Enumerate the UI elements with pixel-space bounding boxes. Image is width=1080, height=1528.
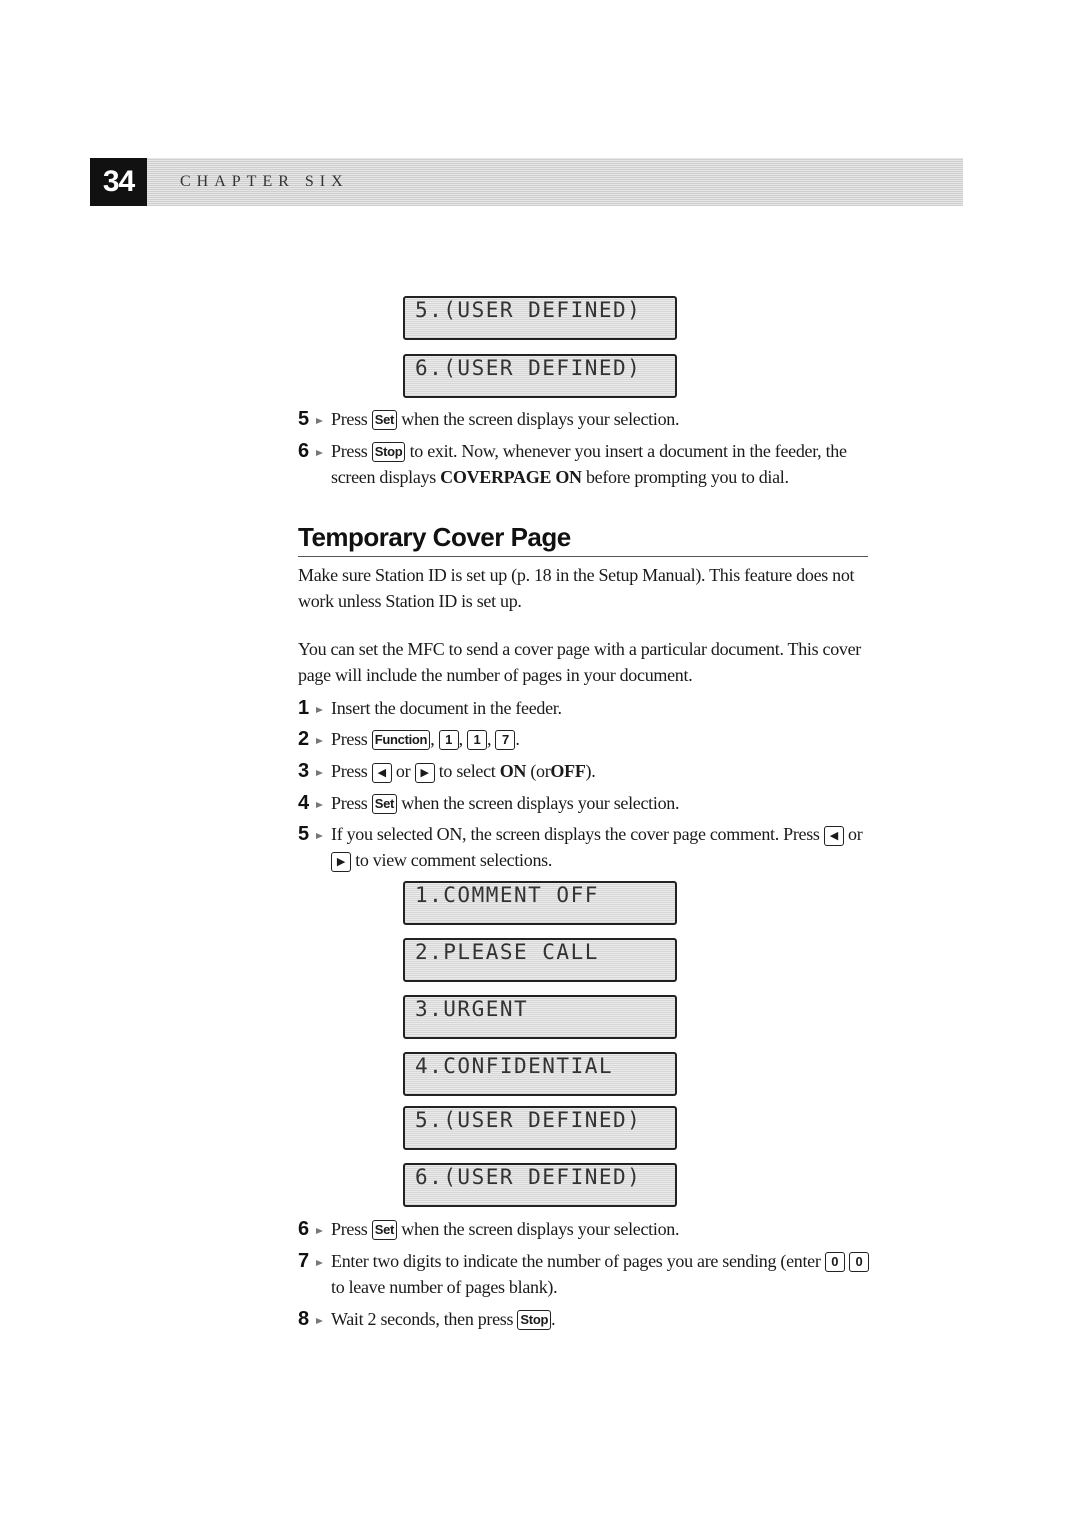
on-text: ON (499, 761, 527, 781)
section-divider (298, 556, 868, 557)
step-number: 4 (298, 790, 326, 816)
step-text: Press (331, 409, 368, 429)
step-text: Press (331, 793, 368, 813)
function-key: Function (372, 730, 430, 750)
digit-key: 1 (467, 730, 487, 750)
step-number: 6 (298, 438, 326, 464)
step-number: 1 (298, 695, 326, 721)
set-key: Set (372, 1220, 397, 1240)
step-number: 8 (298, 1306, 326, 1332)
step-text: Press (331, 761, 368, 781)
separator: . (551, 1309, 556, 1329)
step-text: to exit. Now, whenever you insert a document in the feeder, the screen displays (331, 441, 847, 487)
lcd-text: 5.(USER DEFINED) (415, 298, 642, 322)
step-text: to view comment selections. (355, 850, 553, 870)
section-title: Temporary Cover Page (298, 522, 571, 552)
step-number: 5 (298, 406, 326, 432)
stop-key: Stop (517, 1310, 551, 1330)
step-number: 5 (298, 821, 326, 847)
left-arrow-key-icon: ◀ (372, 763, 392, 783)
off-text: OFF (550, 761, 586, 781)
lcd-display (403, 1106, 677, 1150)
separator: , (430, 729, 435, 749)
chapter-label: CHAPTER SIX (180, 173, 349, 190)
step-number: 2 (298, 726, 326, 752)
step-text: ). (585, 761, 596, 781)
digit-key: 0 (825, 1252, 845, 1272)
step-text: Wait 2 seconds, then press (331, 1309, 514, 1329)
digit-key: 1 (439, 730, 459, 750)
digit-key: 7 (495, 730, 515, 750)
lcd-display (403, 995, 677, 1039)
step-text: Press (331, 1219, 368, 1239)
step-text: when the screen displays your selection. (401, 793, 680, 813)
step-text: Press (331, 441, 368, 461)
intro-paragraph-2: You can set the MFC to send a cover page with a particular document. This cover page will include the number of pages in your document. (298, 639, 861, 685)
lcd-display (403, 1052, 677, 1096)
step-text: Enter two digits to indicate the number of pages you are sending (enter (331, 1251, 821, 1271)
lcd-text: 1.COMMENT OFF (415, 883, 599, 907)
lcd-text: 4.CONFIDENTIAL (415, 1054, 614, 1078)
lcd-display (403, 1163, 677, 1207)
lcd-display (403, 354, 677, 398)
page-number: 34 (90, 158, 147, 206)
step-text: Insert the document in the feeder. (331, 698, 562, 718)
stop-key: Stop (372, 442, 406, 462)
intro-paragraph-1: Make sure Station ID is set up (p. 18 in the Setup Manual). This feature does not work unless Station ID is set up. (298, 565, 855, 611)
lcd-text: 5.(USER DEFINED) (415, 1108, 642, 1132)
step-text: Press (331, 729, 368, 749)
right-arrow-key-icon: ▶ (415, 763, 435, 783)
separator: . (515, 729, 520, 749)
lcd-text: 2.PLEASE CALL (415, 940, 599, 964)
step-text: (or (530, 761, 551, 781)
lcd-display (403, 938, 677, 982)
digit-key: 0 (849, 1252, 869, 1272)
separator: , (487, 729, 492, 749)
step-text: to leave number of pages blank). (331, 1277, 558, 1297)
step-text: before prompting you to dial. (585, 467, 789, 487)
lcd-text: 6.(USER DEFINED) (415, 1165, 642, 1189)
step-text: or (848, 824, 863, 844)
separator: , (458, 729, 463, 749)
left-arrow-key-icon: ◀ (824, 826, 844, 846)
step-text: to select (438, 761, 496, 781)
coverpage-on-text: COVERPAGE ON (440, 467, 582, 487)
lcd-text: 6.(USER DEFINED) (415, 356, 642, 380)
step-text: when the screen displays your selection. (401, 409, 680, 429)
step-number: 3 (298, 758, 326, 784)
step-number: 6 (298, 1216, 326, 1242)
step-text: or (395, 761, 411, 781)
lcd-display (403, 296, 677, 340)
step-number: 7 (298, 1248, 326, 1274)
set-key: Set (372, 794, 397, 814)
step-text: when the screen displays your selection. (401, 1219, 680, 1239)
lcd-display (403, 881, 677, 925)
right-arrow-key-icon: ▶ (331, 852, 351, 872)
step-text: If you selected ON, the screen displays the cover page comment. Press (331, 824, 820, 844)
set-key: Set (372, 410, 397, 430)
lcd-text: 3.URGENT (415, 997, 529, 1021)
